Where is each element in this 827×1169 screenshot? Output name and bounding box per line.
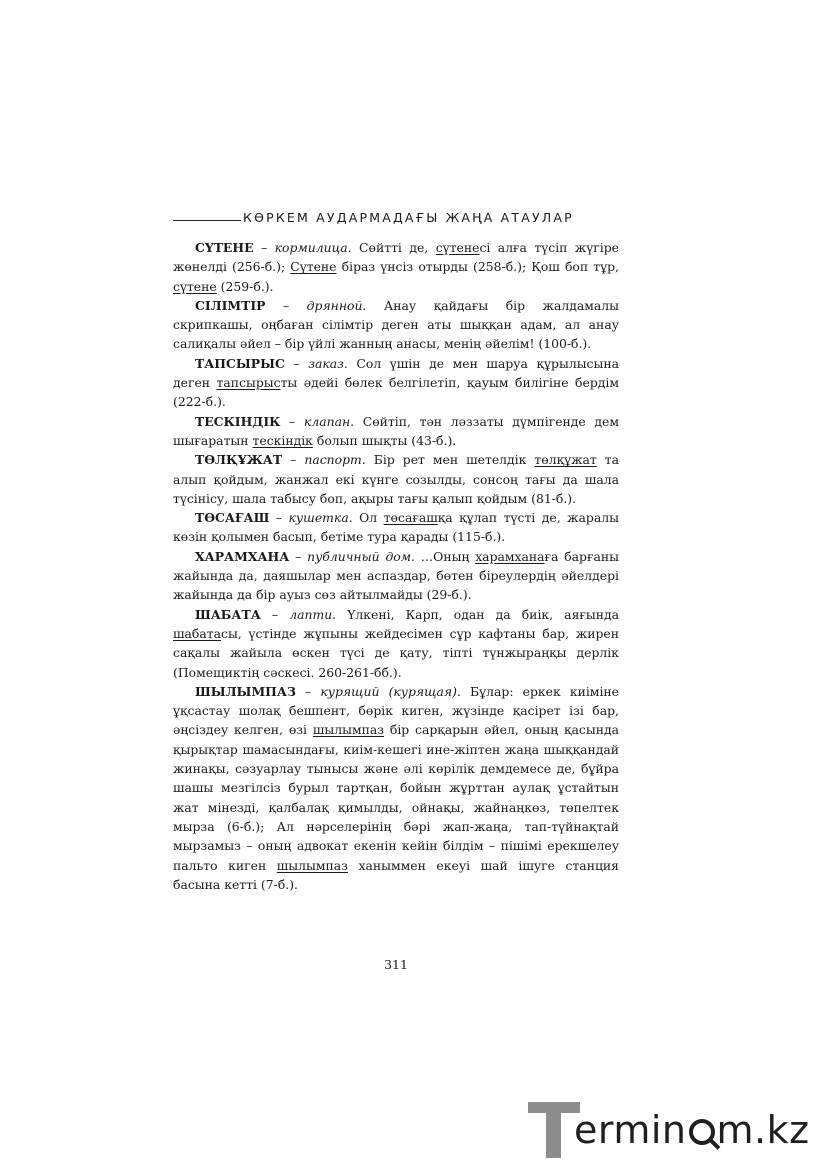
entry-example-term: сүтене [435, 240, 480, 255]
entry-headword: СІЛІМТІР [195, 297, 266, 313]
entry-headword: ТӨСАҒАШ [195, 510, 270, 526]
entry-example-text: Үлкені, Карп, одан да биік, аяғында [336, 606, 620, 622]
entry-example-text: Бұлар: еркек киіміне ұқсастау шолақ бешпент, бөрік киген, жүзінде қасірет ізі бар, әңсіздеу келген, өзі [173, 683, 619, 738]
running-head [173, 210, 619, 225]
entry-headword: ТӨЛҚҰЖАТ [195, 452, 283, 468]
entry-headword: ТЕСКІНДІК [195, 413, 281, 429]
entry-headword: ТАПСЫРЫС [195, 355, 285, 371]
entry-headword: ХАРАМХАНА [195, 548, 290, 564]
entry-example-term: шабата [173, 625, 221, 641]
entry-example-text: Сол үшін де мен шаруа құрылысына деген [173, 355, 619, 391]
dictionary-entry: СҮТЕНЕ – кормилица. Сөйтті де, сүтенесі алға түсіп жүгіре жөнелді (256-б.); Сүтене біраз үнсіз отырды (258-б.); Қош боп тұр, сүтене (259-б.). [173, 240, 619, 294]
entry-example-text: Анау қайдағы бір жалдамалы скрипкашы, оңбаған сілімтір деген аты шыққан адам, ал анау салиқалы әйел – бір үйлі жанның анасы, менің әйелім! (100-б.). [173, 297, 619, 352]
entry-example-text: Сөйтіп, тән ләззаты дүмпігенде дем шығаратын [173, 413, 620, 448]
entry-example-term: харамхана [475, 548, 545, 564]
dictionary-entry: ХАРАМХАНА – публичный дом. …Оның харамханаға барғаны жайында да, даяшылар мен аспаздар, бөтен біреулердің әйелдері жайында да бір ауыз сөз айтылмайды (29-б.). [173, 548, 619, 603]
entry-example-text: бір сарқарын әйел, оның қасында қырықтар шамасындағы, киім-кешегі ине-жіптен жаңа шыққандай жинақы, сәзуарлау тынысы және әлі көрілік демдемесе де, бұйра шашы мезгілсіз бурыл тартқан, бойын жұрттан аулақ ұстайтын жат мінезді, қалбалақ қимылды, ойнақы, жайнаңкөз, төпелтек мырза (6-б.); Ал нәрселерінің бәрі жап-жаңа, тап-түйнақтай мырзамыз – оның адвокат екенін кейін білдім – пішімі ерекшелеу пальто киген [173, 722, 619, 873]
entry-russian-equivalent: заказ. [308, 355, 348, 371]
dictionary-entry: ТӨСАҒАШ – кушетка. Ол төсағашқа құлап түсті де, жаралы көзін қолымен басып, бетіме тура қарады (115-б.). [173, 510, 619, 545]
entry-example-text: (259-б.). [216, 278, 274, 294]
entry-russian-equivalent: клапан. [303, 413, 355, 429]
page-number: 311 [384, 957, 408, 972]
entry-example-term: Сүтене [290, 259, 337, 275]
entry-example-term: шылымпаз [312, 722, 385, 738]
magnifier-icon [689, 1119, 715, 1145]
running-head-text: КӨРКЕМ АУДАРМАДАҒЫ ЖАҢА АТАУЛАР [243, 210, 574, 225]
entry-example-text: сі алға түсіп жүгіре жөнелді (256-б.); [173, 240, 619, 275]
entry-russian-equivalent: кушетка. [288, 510, 353, 526]
logo-t-letter [528, 1102, 580, 1158]
entry-example-term: шылымпаз [276, 857, 348, 873]
dictionary-entry: СІЛІМТІР – дрянной. Анау қайдағы бір жалдамалы скрипкашы, оңбаған сілімтір деген аты шыққан адам, ал анау салиқалы әйел – бір үйлі жанның анасы, менің әйелім! (100-б.). [173, 297, 619, 352]
termincom-logo [528, 1100, 813, 1158]
entry-example-text: қа құлап түсті де, жаралы көзін қолымен басып, бетіме тура қарады (115-б.). [173, 510, 619, 545]
entry-example-text: Бір рет мен шетелдік [365, 452, 535, 468]
dictionary-entry: ШАБАТА – лапти. Үлкені, Карп, одан да биік, аяғында шабатасы, үстінде жұпыны жейдесімен сұр кафтаны бар, жирен сақалы жайыла өскен түсі де қату, тіпті түнжыраңқы дерлік (Помещиктің сәскесі. 260-261-бб.). [173, 606, 620, 680]
entry-russian-equivalent: дрянной. [306, 297, 367, 313]
entry-example-text: та алып қойдым, жанжал екі күнге созылды, сонсоң тағы да шала түсінісу, шала табысу боп, ақыры тағы қалып қойдым (81-б.). [173, 452, 620, 506]
entry-russian-equivalent: курящий (курящая). [320, 683, 461, 699]
entry-headword: ШЫЛЫМПАЗ [195, 683, 296, 699]
entry-russian-equivalent: лапти. [289, 606, 337, 622]
dictionary-entry: ШЫЛЫМПАЗ – курящий (курящая). Бұлар: еркек киіміне ұқсастау шолақ бешпент, бөрік киген, жүзінде қасірет ізі бар, әңсіздеу келген, өзі шылымпаз бір сарқарын әйел, оның қасында қырықтар шамасындағы, киім-кешегі ине-жіптен жаңа шыққандай жинақы, сәзуарлау тынысы және әлі көрілік демдемесе де, бұйра шашы мезгілсіз бурыл тартқан, бойын жұрттан аулақ ұстайтын жат мінезді, қалбалақ қимылды, ойнақы, жайнаңкөз, төпелтек мырза (6-б.); Ал нәрселерінің бәрі жап-жаңа, тап-түйнақтай мырзамыз – оның адвокат екенін кейін білдім – пішімі ерекшелеу пальто киген шылымпаз ханыммен екеуі шай ішуге станция басына кетті (7-б.). [173, 683, 619, 892]
entry-example-text: сы, үстінде жұпыны жейдесімен сұр кафтаны бар, жирен сақалы жайыла өскен түсі де қату, тіпті түнжыраңқы дерлік (Помещиктің сәскесі. 260-261-бб.). [173, 625, 619, 680]
entry-headword: СҮТЕНЕ [195, 240, 254, 255]
entry-example-term: тескіндік [252, 432, 313, 448]
entry-example-term: төсағаш [383, 510, 438, 526]
dictionary-entry: ТЕСКІНДІК – клапан. Сөйтіп, тән ләззаты дүмпігенде дем шығаратын тескіндік болып шықты (43-б.). [173, 413, 620, 448]
entry-russian-equivalent: паспорт. [304, 452, 366, 468]
entry-russian-equivalent: публичный дом. [307, 548, 415, 564]
entry-example-text: ханыммен екеуі шай ішуге станция басына кетті (7-б.). [173, 857, 619, 892]
entry-example-text: Сөйтті де, [351, 240, 436, 255]
running-head-rule [173, 220, 241, 221]
entry-example-text: ты әдейі бөлек белгілетіп, қауым билігіне бердім (222-б.). [173, 375, 620, 410]
entry-example-text: ға барғаны жайында да, даяшылар мен аспаздар, бөтен біреулердің әйелдері жайында да бір ауыз сөз айтылмайды (29-б.). [173, 548, 619, 603]
dictionary-entry: ТӨЛҚҰЖАТ – паспорт. Бір рет мен шетелдік төлқұжат та алып қойдым, жанжал екі күнге созылды, сонсоң тағы да шала түсінісу, шала табысу боп, ақыры тағы қалып қойдым (81-б.). [173, 452, 620, 506]
entry-example-text: біраз үнсіз отырды (258-б.); Қош боп тұр, [336, 259, 619, 275]
dictionary-entries [173, 238, 619, 894]
entry-example-term: тапсырыс [216, 375, 281, 391]
logo-wordmark: ermin m.kz [574, 1108, 810, 1152]
entry-example-text: болып шықты (43-б.). [312, 432, 457, 448]
entry-example-term: төлқұжат [534, 452, 597, 468]
dictionary-entry: ТАПСЫРЫС – заказ. Сол үшін де мен шаруа құрылысына деген тапсырысты әдейі бөлек белгілетіп, қауым билігіне бердім (222-б.). [173, 355, 620, 410]
entry-example-term: сүтене [173, 278, 217, 294]
entry-example-text: Ол [352, 510, 384, 526]
entry-russian-equivalent: кормилица. [274, 240, 352, 255]
entry-headword: ШАБАТА [195, 606, 261, 622]
entry-example-text: …Оның [414, 548, 476, 564]
